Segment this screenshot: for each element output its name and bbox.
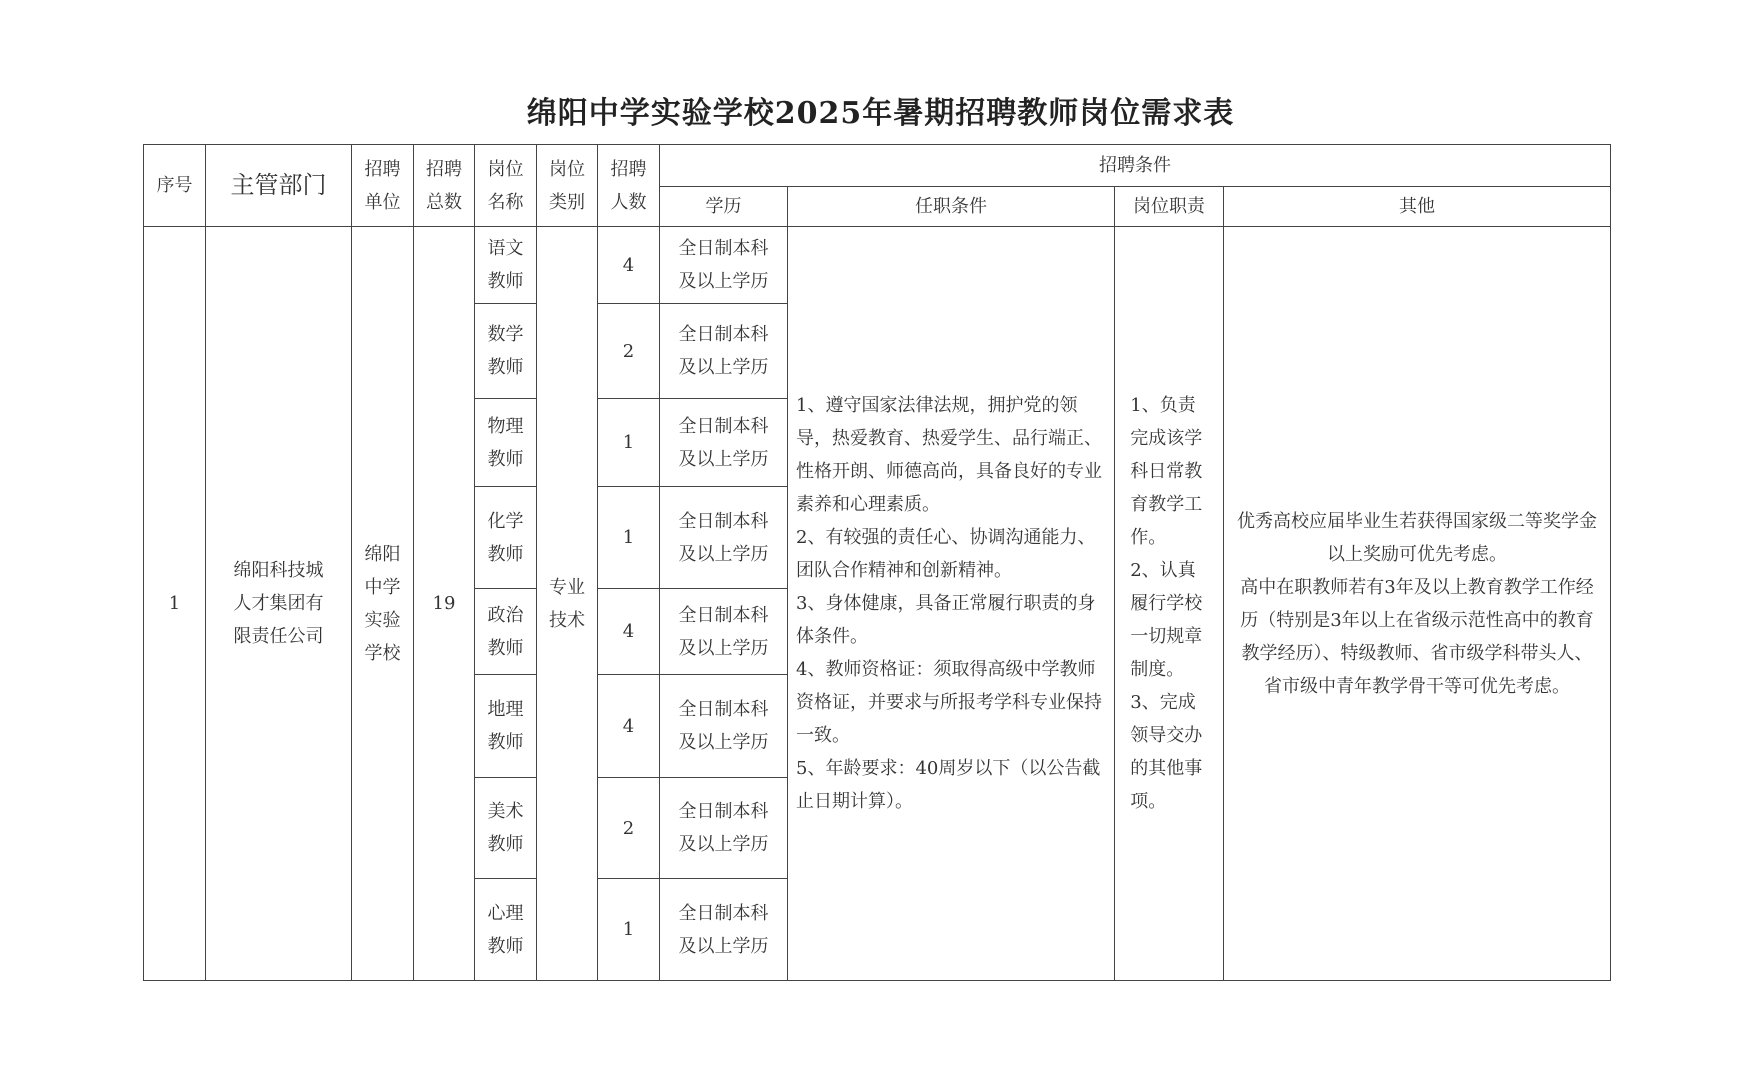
header-conditions: 招聘条件 — [660, 145, 1611, 187]
post-name: 地理教师 — [475, 675, 537, 778]
post-name: 美术教师 — [475, 778, 537, 879]
header-education: 学历 — [660, 187, 788, 227]
post-name: 心理教师 — [475, 879, 537, 981]
header-unit: 招聘单位 — [352, 145, 414, 227]
cell-post-type: 专业技术 — [537, 227, 598, 981]
cell-duties: 1、负责完成该学科日常教育教学工作。 2、认真履行学校一切规章制度。3、完成领导交办的其他事项。 — [1115, 227, 1224, 981]
cell-total: 19 — [414, 227, 475, 981]
header-count: 招聘人数 — [598, 145, 660, 227]
post-count: 4 — [598, 589, 660, 675]
post-name: 数学教师 — [475, 304, 537, 399]
page-title: 绵阳中学实验学校2025年暑期招聘教师岗位需求表 — [526, 96, 1235, 131]
post-education: 全日制本科及以上学历 — [660, 399, 788, 487]
post-count: 4 — [598, 675, 660, 778]
header-seq: 序号 — [144, 145, 206, 227]
post-education: 全日制本科及以上学历 — [660, 227, 788, 304]
post-count: 4 — [598, 227, 660, 304]
cell-other: 优秀高校应届毕业生若获得国家级二等奖学金以上奖励可优先考虑。 高中在职教师若有3年及以上教育教学工作经历（特别是3年以上在省级示范性高中的教育教学经历）、特级教师、省市级学科带头人、省市级中青年教学骨干等可优先考虑。 — [1224, 227, 1611, 981]
post-count: 1 — [598, 399, 660, 487]
post-education: 全日制本科及以上学历 — [660, 879, 788, 981]
cell-dept: 绵阳科技城人才集团有限责任公司 — [206, 227, 352, 981]
post-education: 全日制本科及以上学历 — [660, 675, 788, 778]
header-duties: 岗位职责 — [1115, 187, 1224, 227]
header-post-type: 岗位类别 — [537, 145, 598, 227]
post-education: 全日制本科及以上学历 — [660, 304, 788, 399]
post-education: 全日制本科及以上学历 — [660, 589, 788, 675]
header-dept: 主管部门 — [206, 145, 352, 227]
header-other: 其他 — [1224, 187, 1611, 227]
post-name: 语文教师 — [475, 227, 537, 304]
post-name: 政治教师 — [475, 589, 537, 675]
header-post-name: 岗位名称 — [475, 145, 537, 227]
post-education: 全日制本科及以上学历 — [660, 778, 788, 879]
header-requirements: 任职条件 — [788, 187, 1115, 227]
post-education: 全日制本科及以上学历 — [660, 487, 788, 589]
recruitment-table — [143, 144, 1611, 981]
post-name: 物理教师 — [475, 399, 537, 487]
cell-requirements: 1、遵守国家法律法规，拥护党的领导，热爱教育、热爱学生、品行端正、性格开朗、师德高尚，具备良好的专业素养和心理素质。 2、有较强的责任心、协调沟通能力、团队合作精神和创新精神。 3、身体健康，具备正常履行职责的身体条件。 4、教师资格证：须取得高级中学教师资格证，并要求与所报考学科专业保持一致。 5、年龄要求：40周岁以下（以公告截止日期计算）。 — [788, 227, 1115, 981]
cell-unit: 绵阳中学实验学校 — [352, 227, 414, 981]
header-total: 招聘总数 — [414, 145, 475, 227]
cell-seq: 1 — [144, 227, 206, 981]
post-count: 2 — [598, 304, 660, 399]
post-count: 1 — [598, 879, 660, 981]
post-count: 2 — [598, 778, 660, 879]
post-name: 化学教师 — [475, 487, 537, 589]
post-count: 1 — [598, 487, 660, 589]
